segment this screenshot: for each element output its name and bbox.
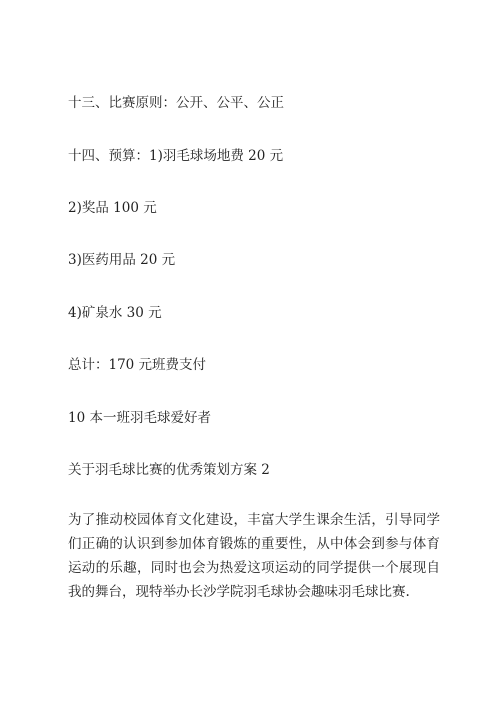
prize-line: 2)奖品 100 元: [68, 200, 157, 216]
principle-line: 十三、比赛原则：公开、公平、公正: [68, 95, 284, 111]
budget-line: 十四、预算：1)羽毛球场地费 20 元: [68, 148, 284, 164]
organizer-line: 10 本一班羽毛球爱好者: [68, 410, 211, 426]
medical-line: 3)医药用品 20 元: [68, 252, 176, 268]
water-line: 4)矿泉水 30 元: [68, 305, 162, 321]
intro-paragraph: 为了推动校园体育文化建设，丰富大学生课余生活，引导同学们正确的认识到参加体育锻炼的重要性，从中体会到参与体育运动的乐趣，同时也会为热爱这项运动的同学提供一个展现自我的舞台，现特举办长沙学院羽毛球协会趣味羽毛球比赛.: [68, 512, 440, 600]
total-line: 总计：170 元班费支付: [68, 357, 207, 373]
section-heading: 关于羽毛球比赛的优秀策划方案 2: [68, 462, 270, 478]
